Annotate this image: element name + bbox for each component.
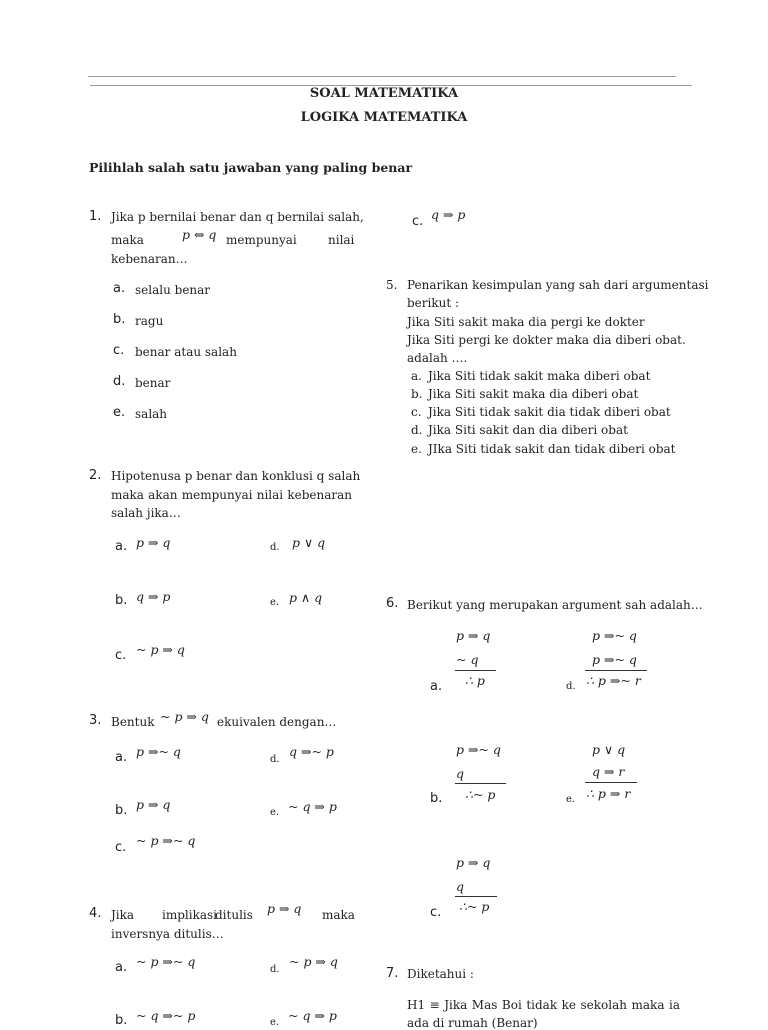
q7-text: Diketahui : [407,967,474,981]
q4-option-a-letter: a. [115,960,128,975]
q5-line5: adalah …. [407,351,468,365]
q1-line3: kebenaran… [111,252,188,266]
q1-option-a-letter: a. [113,281,126,296]
q3-expr: ~ p ⇒ q [160,709,209,724]
q4-option-c-expr: q ⇒ p [431,207,466,222]
q2-option-d-expr: p ∨ q [292,535,326,550]
q7-h1-cont: ada di rumah (Benar) [407,1016,538,1030]
header-rule-top [88,76,676,77]
q6-option-c-premise1: p ⇒ q [456,855,491,870]
q3-option-c-expr: ~ p ⇒~ q [136,833,196,848]
q5-line1: Penarikan kesimpulan yang sah dari argumentasi [407,278,709,292]
q6-option-a-letter: a. [430,679,443,694]
q6-option-b-premise1: p ⇒~ q [456,742,501,757]
q6-option-b-premise2: q [456,766,465,781]
q3-option-e-letter: e. [270,807,280,818]
q2-line3: salah jika… [111,506,181,520]
q1-option-d-text: benar [135,376,171,390]
q5-option-d-text: Jika Siti sakit dan dia diberi obat [428,423,628,437]
q6-option-b-divider [455,783,506,784]
q2-option-e-expr: p ∧ q [289,590,323,605]
q6-option-a-premise1: p ⇒ q [456,628,491,643]
q1-maka: maka [111,233,144,247]
q6-option-a-conclusion: ∴ p [465,673,485,688]
q3-option-d-letter: d. [270,754,280,765]
q1-option-e-letter: e. [113,405,126,420]
q1-option-b-text: ragu [135,314,164,328]
q2-option-e-letter: e. [270,597,280,608]
q1-expr: p ⇔ q [182,227,217,242]
q6-option-d-letter: d. [566,681,576,692]
q4-option-e-expr: ~ q ⇒ p [288,1008,337,1023]
q4-word-implikasi: implikasi [162,908,217,922]
q1-option-d-letter: d. [113,374,126,389]
q1-line1: Jika p bernilai benar dan q bernilai salah, [111,210,364,224]
q5-option-e-text: JIka Siti tidak sakit dan tidak diberi obat [428,442,676,456]
q6-option-a-divider [455,670,496,671]
q1-option-e-text: salah [135,407,168,421]
q3-option-a-letter: a. [115,750,128,765]
q6-option-d-premise2: p ⇒~ q [592,652,637,667]
q3-option-a-expr: p ⇒~ q [136,744,181,759]
q4-option-d-letter: d. [270,964,280,975]
q4-number: 4. [89,906,102,921]
q1-option-a-text: selalu benar [135,283,211,297]
q1-option-b-letter: b. [113,312,126,327]
q4-option-c-letter: c. [412,214,424,229]
q6-option-c-premise2: q [456,879,465,894]
q5-number: 5. [386,278,398,292]
q3-suffix: ekuivalen dengan… [217,715,337,729]
q7-h1: H1 ≡ Jika Mas Boi tidak ke sekolah maka ia [407,998,680,1012]
q3-option-e-expr: ~ q ⇒ p [288,799,337,814]
q2-option-c-letter: c. [115,648,127,663]
q5-option-a-letter: a. [411,369,422,383]
q7-number: 7. [386,966,399,981]
q6-option-e-conclusion: ∴ p ⇒ r [586,786,631,801]
q5-option-a-text: Jika Siti tidak sakit maka diberi obat [428,369,651,383]
page-title: SOAL MATEMATIKA [309,86,459,101]
q6-option-e-divider [585,782,637,783]
q2-line1: Hipotenusa p benar dan konklusi q salah [111,469,361,483]
q2-number: 2. [89,468,102,483]
q6-option-e-premise1: p ∨ q [592,742,626,757]
q2-option-c-expr: ~ p ⇒ q [136,642,185,657]
q6-option-d-divider [585,670,647,671]
q6-option-d-conclusion: ∴ p ⇒~ r [586,673,641,688]
q3-option-b-expr: p ⇒ q [136,797,171,812]
q6-option-d-premise1: p ⇒~ q [592,628,637,643]
q3-option-c-letter: c. [115,840,127,855]
q5-option-b-text: Jika Siti sakit maka dia diberi obat [428,387,639,401]
q4-word-jika: Jika [111,908,135,922]
q1-nilai: nilai [328,233,355,247]
q5-option-d-letter: d. [411,423,423,437]
q5-line3: Jika Siti sakit maka dia pergi ke dokter [407,315,645,329]
instruction: Pilihlah salah satu jawaban yang paling benar [89,160,413,175]
page-subtitle: LOGIKA MATEMATIKA [300,110,468,125]
q3-option-b-letter: b. [115,803,128,818]
q3-number: 3. [89,713,102,728]
q4-option-d-expr: ~ p ⇒ q [289,954,338,969]
q6-option-c-conclusion: ∴~ p [459,899,490,914]
q4-option-a-expr: ~ p ⇒~ q [136,954,196,969]
q4-option-b-expr: ~ q ⇒~ p [136,1008,196,1023]
q4-expr: p ⇒ q [267,901,302,916]
q5-option-b-letter: b. [411,387,423,401]
q1-mempunyai: mempunyai [226,233,297,247]
q4-word-ditulis: ditulis [215,908,253,922]
q2-option-b-expr: q ⇒ p [136,589,171,604]
q5-option-c-letter: c. [411,405,422,419]
q2-line2: maka akan mempunyai nilai kebenaran [111,488,352,502]
q1-number: 1. [89,209,102,224]
q4-word-maka: maka [322,908,355,922]
q6-option-a-premise2: ~ q [456,652,479,667]
q3-option-d-expr: q ⇒~ p [289,744,334,759]
q2-option-b-letter: b. [115,593,128,608]
q5-option-c-text: Jika Siti tidak sakit dia tidak diberi obat [428,405,671,419]
q3-prefix: Bentuk [111,715,155,729]
q6-option-b-conclusion: ∴~ p [465,787,496,802]
q2-option-a-letter: a. [115,539,128,554]
q2-option-a-expr: p ⇒ q [136,535,171,550]
q6-option-e-letter: e. [566,794,576,805]
q5-line2: berikut : [407,296,460,310]
q6-option-e-premise2: q ⇒ r [592,764,625,779]
q1-option-c-text: benar atau salah [135,345,237,359]
q4-option-e-letter: e. [270,1017,280,1028]
q4-option-b-letter: b. [115,1013,128,1028]
q2-option-d-letter: d. [270,542,280,553]
q6-option-b-letter: b. [430,791,443,806]
q6-text: Berikut yang merupakan argument sah adalah… [407,598,703,612]
q6-number: 6. [386,596,399,611]
q4-line2: inversnya ditulis… [111,927,224,941]
q6-option-c-letter: c. [430,905,442,920]
q5-option-e-letter: e. [411,442,422,456]
q5-line4: Jika Siti pergi ke dokter maka dia diberi obat. [407,333,686,347]
q6-option-c-divider [455,896,497,897]
q1-option-c-letter: c. [113,343,125,358]
